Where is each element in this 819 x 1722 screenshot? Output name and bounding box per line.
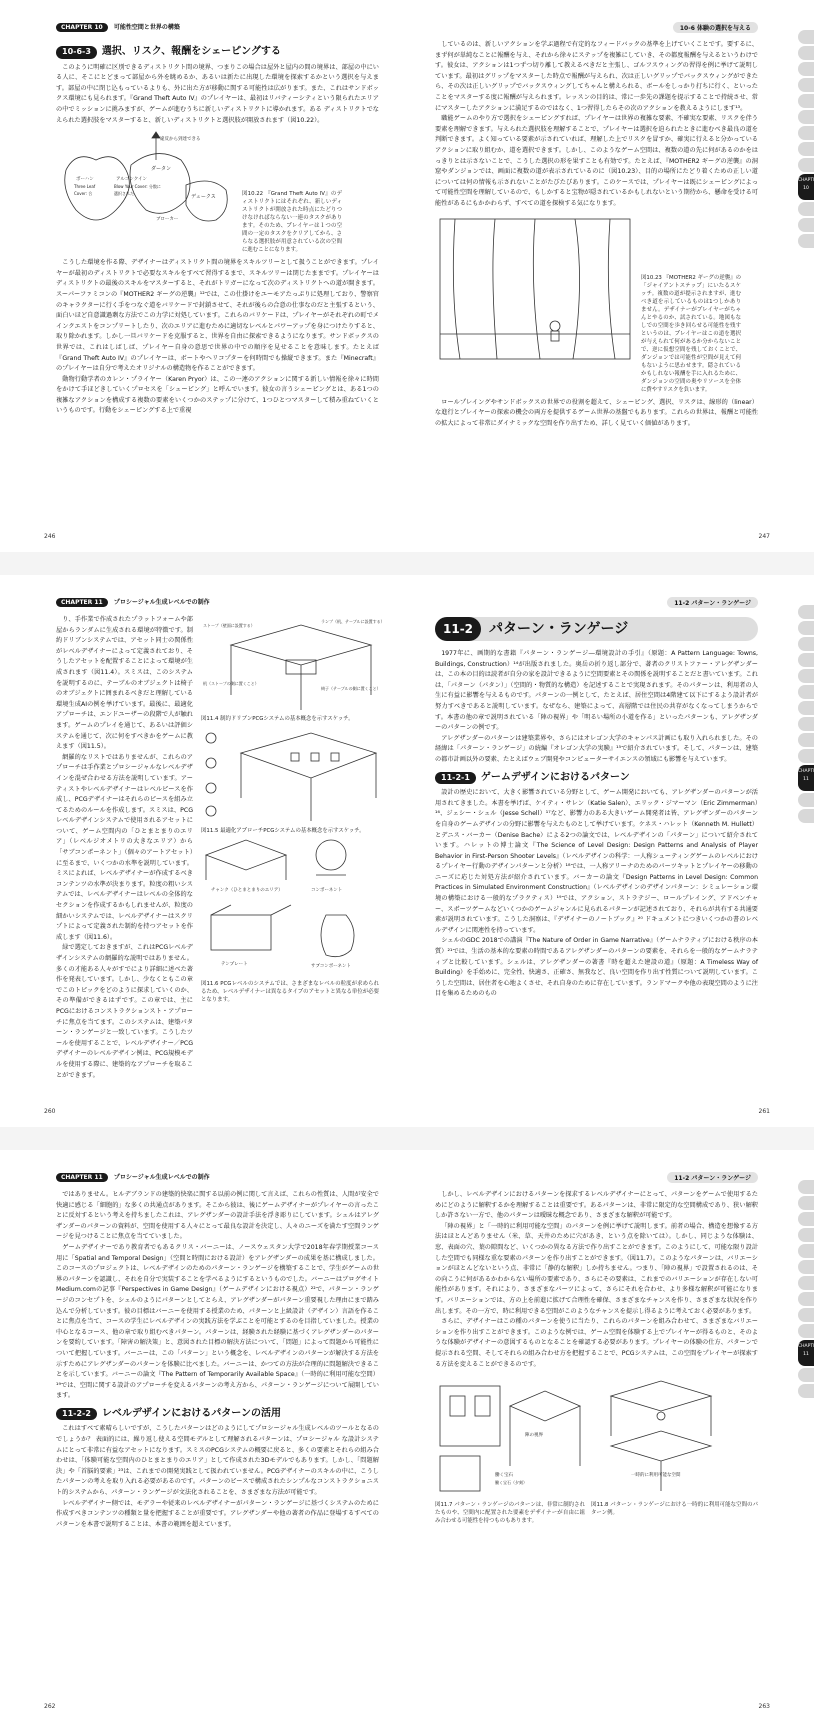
paragraph: さらに、デザイナーはこの種のパターンを使うに当たり、これらのパターンを組み合わせて、さまざまなバリエーションを作り出すことができます。このような例では、ゲーム空間を体験する上でプレイヤーが得るものと、そのような体験がデザイナーの意図するものとなることを確認する必要があります。プレイヤーの体験の仕方、パターンで提示される空間、そしてそれらの組み合わせ方を把握することで、PCGシステムは、この空間をプレイヤーが探索する方法を変えることができるのです。: [435, 1318, 758, 1368]
fig-label-desk: 机（ストープの側に置くこと）: [203, 681, 259, 686]
running-header: [56, 1172, 210, 1182]
section-tag: 10-6 体験の選択を与える: [673, 22, 758, 33]
page-body: [56, 615, 385, 1081]
spread-gap: [0, 552, 814, 575]
page-263: [407, 1150, 819, 1722]
section-tag: 11-2 パターン・ランゲージ: [667, 597, 758, 608]
figure-11-7: [435, 1376, 585, 1525]
figure-caption: 図11.6 PCGレベルのシステムでは、さまざまなレベルの粒度が求められるため、レベルデザイナーは異なるタイプのアセットと異なる単位が必要となります。: [201, 980, 379, 1003]
chapter-tab[interactable]: [798, 1212, 814, 1226]
fig-label-choice: 選択された: [114, 191, 134, 197]
chapter-tabs: [798, 605, 819, 825]
chapter-tab[interactable]: [798, 142, 814, 156]
page-247: [407, 0, 819, 552]
fig-label-bronx: ブローカー: [156, 217, 179, 223]
fig-label-jewel: 働く宝石: [495, 1473, 513, 1479]
chapter-tab[interactable]: [798, 637, 814, 651]
subsection-heading: [435, 772, 758, 785]
spread-gap: [0, 1127, 814, 1150]
running-header: [667, 1172, 758, 1183]
chapter-tab[interactable]: [798, 46, 814, 60]
section-title: 選択、リスク、報酬をシェーピングする: [101, 46, 281, 57]
paragraph: 緑で選定しておきますが、これはPCGレベルデザインシステムの網羅的な説明ではありません。多くの才能ある人々がすでにより詳細に述べた著作を発表しています。しかし、少なくともこの章でこのトピックをどのように探求していくのか、その準備ができるはずです。この章では、主にPCGにおけるコンストラクションスト・アプローチに焦点を当てます。このシステムは、建築パターン・ランゲージと一致しています。こうしたツールを使用することで、レベルデザイナー／PCGデザイナーのレベルデザイン例は、PCG規模モデルを使用する際に、建築的なアプローチを取ることができます。: [56, 944, 193, 1079]
chapter-tab[interactable]: [798, 1384, 814, 1398]
figure-10-22: [56, 130, 379, 254]
header-title: 可能性空間と世界の構築: [113, 24, 180, 31]
gta-district-map-illustration: [56, 130, 236, 240]
fig-label-chunk: チャンク（ひとまとまりのエリア）: [211, 888, 283, 894]
paragraph: 「陣の視界」と「一時的に利用可能な空間」のパターンを例に挙げて説明します。前者の場合、構造を想像する方法はほとんどありません（米、草、天井のために穴があき、という点を除いては）。しかし、同じような体験は、窓、表面の穴、葉の隙間など、いくつかの異なる方法で作り出すことができます。このようにして、可能な限り設計した空間でも同様な重な要素のパターンを作り出すことができます。（図11.7）。このようなパターンは、バリエーションがほとんどないという点、非常に「静的な解釈」しか持ちません。つまり、「陣の視界」で設置されるのは、その向こうに何があるかわからない場所の要素であり、さらにその要素は、これまでのバリエーションが存在しない可能性があります。それにより、さまざまなパーツによって、さらにそれを合わせ、より多様な解釈が可能になります。バリエーションでは、方の上を前進に拡げて合理性を確保、さまざまなチャンスを作り、さまざまな状況を作り出します。その一方で、時に利用できる空間がこのようなチャンスを提示し得るように考えておく必要があります。: [435, 1222, 758, 1315]
fig-label-stove: ストープ（壁面に設置する）: [203, 623, 255, 628]
spread-2: [0, 575, 819, 1127]
figure-caption: 図10.22 『Grand Theft Auto IV』のディストリクトにはそれぞれ、新しいディストリクトが開放された時点にたどりつけなければならない一連のタスクがあります。そのため、プレイヤーは１つの空間の一定のタスクをクリアしてから、さらなる選択肢が用意されている次の空間に進むことになります。: [242, 191, 342, 254]
section-heading: [56, 46, 379, 59]
page-body: [435, 615, 758, 1000]
temporary-space-illustration: [591, 1376, 731, 1496]
chapter-tab[interactable]: [798, 1276, 814, 1290]
fig-label-dartown: ダータン: [151, 166, 172, 173]
page-number: 247: [758, 533, 770, 540]
paragraph: 網羅的なリストではありませんが、これらのアプローチは手作業とプロシージャルなレベルデザインを混ぜ合わせる方法を説明しています。アーティストやレベルデザイナーはレベルピースを作成し、PCGデザイナーはそれらのピースを組み立てるためのルールを作成します。スミスは、PCGレベルデザインシステムで使用されるアセットについて、ゲーム空間内の「ひとまとまりのエリア」（レベルジオメトリの大きなエリア）から「サブコンポーネント」（個々のアートアセット）に至るまで、いくつかの水準を説明しています。ミスによれば、レベルデザイナーが作成するべきコンテンツの水準が決まります。粒度の粗いシステムでは、レベルデザイナーはレベルの全体的なセクションを作成するかもしれませんが、粒度の細かいシステムでは、レベルデザイナーはスクリプトによって定義された制約を持つアセットを作成します（図11.6）。: [56, 753, 193, 941]
fig-label-algonquin: アルゴンクイン: [116, 177, 148, 183]
chapter-tab[interactable]: [798, 158, 814, 172]
page-262: [0, 1150, 407, 1722]
paragraph: 設計の歴史において、大きく影響されている分野として、ゲーム開発においても、アレグザンダーのパターンが活用されてきました。本書を挙げば、ケイティ・サレン（Katie Salen）、エリック・ジマーマン（Eric Zimmerman）¹⁶、ジェシー・シェル（Jesse Schell）¹⁷など、影響力のある大きいゲーム開発者は皆、アレグザンダーのパターンを自身のゲームデザインの分野に影響を与えたものとして挙げています。ケネス・ハレット（Kenneth M. Hullett）とデニス・バーカー（Denise Bache）による2つの論文では、レベルデザインの「パターン」について紹介されています。ハレットの博士論文『The Science of Level Design: Design Patterns and Analysis of Player Behavior in First-Person Shooter Levels』（レベルデザインの科学：一人称シューティングゲームのレベルにおけるプレイヤー行動のデザインパターンと分析）¹⁸では、一人称アリーナのためのパーツキットとプレイヤーの移動のニーズに応じた対処方法が紹介されています。バーカーの論文『Design Patterns in Level Design: Common Practices in Simulated Environment Construction』（レベルデザインのデザインパターン：シミュレーション環境の構築における一般的なプラクティス）¹⁹では、アクション、ストラテジー、ロールプレイング、アドベンチャー、スポーツゲームなどいくつかのゲームジャンルに見られるパターンが記述されており、それらが共有する共通要素が説明されています。こうした洞察は、『デザイナーのノートブック』²⁰ ドキュメントにつきいくつかの書のレベルデザインに関連性を持っています。: [435, 789, 758, 934]
fig-label-duke: デュークス: [191, 194, 216, 201]
section-title: パターン・ランゲージ: [489, 620, 629, 637]
page-body: [435, 40, 758, 429]
subsection-number: 11-2-1: [435, 772, 476, 785]
chapter-tab[interactable]: [798, 1368, 814, 1382]
paragraph: こうした環境を作る際、デザイナーはディストリクト間の境界をスキルツリーとして扱うことができます。プレイヤーが最初のディストリクトで必要なスキルをすべて習得するまで、スキルツリーは閉じたままです。プレイヤーはディストリクトの最後のスキルをマスターすると、それがトリガーになって次のディストリクトへの道が開きます。スーパーファミコンの『MOTHER2 ギーグの逆襲』¹²では、この仕掛けをユーモアたっぷりに処理しており、警察官のキャラクターに行く手をつなぐ道をバリケードで封鎖させて、それが後らの合意の仕事なのだと主張するという、面白いほど自意識過剰な方法でこの力学に対処しています。これらのバリケードは、プレイヤーがそれぞれの町でメインクエストをコンプリートしたり、次のエリアに進むために適切なレベルとパワーアップを身につけたりすると、取り除かれます。しかし一旦バリケードを克服すると、世界を自由に探索できるようになります。サンドボックスの世界では、これはしばしば、プレイヤー自身の意思で世界の中での順序を見せることを意味します。たとえば『Grand Theft Auto IV』のプレイヤーは、ボートやヘリコプターを何時間でも操縦できます。また『Minecraft』のプレイヤーは自分で考えたオリジナルの構造物を作ることができます。: [56, 259, 379, 373]
fig-label-lamp: ランプ（机、テーブルに設置する）: [321, 619, 385, 624]
paragraph: レベルデザイナー側では、モデラーや従来のレベルデザイナーがパターン・ランゲージに基づくシステムのために作成すべきコンテンツの種類と量を把握することが重要です。アレグザンダーや他の著者の作品に登場するすべてのパターンを本書で説明することは、本書の範囲を超えています。: [56, 1499, 379, 1528]
page-number: 246: [44, 533, 56, 540]
paragraph: このように明確に区別できるディストリクト間の境界、つまりこの場合は屋外と屋内の間の境界は、部屋の中にいる人に、そこにとどまって部屋から外を眺めるか、あるいは新たに出現した環境を探索するかという選択を与えます。部屋の中に閉じ込もっているよりも、外に出た方が移動に関する可能性は広がります。また、これはサンドボックス環境にも見られます。『Grand Theft Auto IV』のプレイヤーは、最初はリバティーシティという限られたエリアの中でミッションに挑みますが、ゲームが進むうちに新しいディストリクトに導かれます。ある ディストリクトでなえられた選択肢をマスターすると、新しいディストリクトと選択肢が開放されます（図10.22）。: [56, 63, 379, 124]
figure-row: [435, 1376, 758, 1525]
chapter-section-heading: [435, 617, 758, 641]
figure-11-8: [591, 1376, 758, 1525]
section-number: 10-6-3: [56, 46, 97, 59]
chapter-tab[interactable]: [798, 1244, 814, 1258]
header-title: プロシージャル生成レベルでの制作: [113, 1174, 210, 1181]
chapter-tabs: [798, 30, 819, 250]
paragraph: これはすべて素晴らしいですが、こうしたパターンはどのようにしてプロシージャル生成レベルのツールとなるのでしょうか？ 表面的には、繰り返し使える空間モデルとして理解されるパターンは、プロシージャル な設計システムにとって非常に有益なアセットになります。スミスのPCGシステムの概要に戻ると、多くの要素とそれらの組み合わせは、「体験可能な空間内のひとまとまりのエリア」として作成された3Dモデルでもあります。しかし、「問題解決」や「首脳的要素」²³は、これまでの開発実践として扱われていません。PCGデザイナーのスキルの中に、こうしたパターンの考えを取り入れる必要があるのです。パターンのピースで構成されたシンプルなコンストラクショニスト的システムから、パターン・ランゲージが文法化されることを、さまざまな方法が可能です。: [56, 1425, 379, 1497]
page-body: [435, 1190, 758, 1525]
spread-3: [0, 1150, 819, 1722]
optimization-approach-illustration: [201, 723, 379, 823]
chapter-tab[interactable]: [798, 669, 814, 683]
fig-label-chair: 椅子（テーブルの側に置くこと）: [321, 686, 381, 691]
fig-label-three-leaf: Three Leaf: [74, 184, 96, 190]
fig-label-blow-your: Blow Your Cover: 分散に: [114, 184, 161, 190]
subsection-title: レベルデザインにおけるパターンの活用: [101, 1407, 282, 1419]
fig-label-subcomponent: サブコンポーネント: [311, 964, 352, 970]
chapter-tab[interactable]: [798, 793, 814, 807]
page-number: 263: [758, 1703, 770, 1710]
chapter-tabs: [798, 1180, 819, 1400]
paragraph: り、手作業で作成されたプラットフォームや部屋からランダムに生成される環境が特徴です。制約ドリブンシステムでは、アセット同士の関係性がレベルデザイナーによって定義されており、そうしたアセットを配置することによって環境が生成されます（図11.4）。スミスは、このシステムを説明するのに、テーブルのオブジェクトは椅子のオブジェクトに囲まれるべきだと理解している環境生成AIの例を挙げています。最後に、最適化アプローチは、エンドユーザーの段階で人が触れます。ゲームのプレイを通じて、あるいは評価システムを通じて、次に何をすべきかをゲームに教えます（図11.5）。: [56, 616, 193, 751]
fig-label-jewel-evening: 働く宝石（夕刻）: [495, 1480, 527, 1486]
chapter-tab[interactable]: [798, 218, 814, 232]
chapter-tab[interactable]: [798, 202, 814, 216]
fig-label-cover: Cover: 合: [74, 191, 93, 197]
running-header: [673, 22, 758, 33]
chapter-tab[interactable]: [798, 110, 814, 124]
fig-label-bohan: ボーハン: [76, 177, 94, 183]
subsection-heading: [56, 1408, 379, 1421]
paragraph: 動物行動学者のカレン・プライヤー（Karen Pryor）は、この一連のアクションに関する新しい情報を徐々に時間をかけて手ほどきしていくプロセスを「シェーピング」と呼んでいます。彼女の言うシェーピングとは、ある1つの複雑なアクションを構成する複数の要素をいくつかのステップに分けて、1つひとつマスターして積み重ねていくというものです。行動をシェーピングする上で重視: [56, 375, 379, 415]
chapter-tab[interactable]: [798, 621, 814, 635]
section-tag: 11-2 パターン・ランゲージ: [667, 1172, 758, 1183]
chapter-tab[interactable]: [798, 605, 814, 619]
chapter-tab[interactable]: [798, 653, 814, 667]
figure-caption: 図11.5 最適化アプローチPCGシステムの基本概念を示すスケッチ。: [201, 828, 365, 835]
spread-1: [0, 0, 819, 552]
pattern-room-illustration: [435, 1376, 585, 1496]
page-261: [407, 575, 819, 1127]
fig-label-view: 陣の視界: [525, 1433, 543, 1439]
chapter-tab[interactable]: [798, 749, 814, 763]
chapter-tab[interactable]: [798, 685, 814, 699]
chapter-tag: CHAPTER 11: [56, 1173, 108, 1182]
paragraph: しているのは、新しいアクションを学ぶ過程で有定的なフィードバックの基準を上げていくことです。要するに、まず何が単純なことに報酬を与え、それから徐々にステップを複雑にしていき、その都度報酬を与えるというわけです。彼女は、アクションは1つずつ切り離して教えるべきだと主張し、ゴルフスウィングの習得を例に挙げて説明しています。最初はグリップをマスターした時点で報酬が与えられ、次は正しいグリップでバックスウィングができたら、その次は正しいグリップでバックスウィングしてちゃんと構えられる、ボールをしっかり打ちに行く、といったことをマスターする度に報酬が与えられます。レッスンの目的は、常に一歩先の課題を提示することで持続させ、常にマスターしたアクションに満足するのではなく、1つ習得したらその次のアクションを教えるようにします¹³。: [435, 41, 758, 112]
chapter-tab[interactable]: [798, 1260, 814, 1274]
chapter-tab[interactable]: [798, 94, 814, 108]
paragraph: アレグザンダーのパターンは建築業界や、さらにはオレゴン大学のキャンパス計画にも取り入れられました。その経緯は「パターン・ランゲージ」の続編『オレゴン大学の実験』¹⁵で紹介されています。そして、パターンは、建築の都市計画以外の要素、たとえばウェブ開発やコンピューターサイエンスの領域にも影響を与えています。: [435, 734, 758, 763]
chapter-tab[interactable]: [798, 234, 814, 248]
section-number: 11-2: [435, 617, 481, 641]
mother2-dungeon-illustration: [435, 214, 635, 364]
fig-label-template: テンプレート: [221, 962, 248, 968]
chapter-tab[interactable]: [798, 1196, 814, 1210]
chapter-tab-active[interactable]: CHAPTER 11: [798, 1340, 814, 1366]
paragraph: ロールプレイングやサンドボックスの世界での役割を超えて、シェーピング、選択、リスクは、線形的（linear）な進行とプレイヤーの探索の機会の両方を提供するゲーム世界の基盤でもあります。これらの世界は、報酬と可能性の拡大によって非常にダイナミックな空間を作り出すため、詳しく見ていく価値があります。: [435, 398, 758, 427]
chapter-tab[interactable]: [798, 1180, 814, 1194]
chapter-tab[interactable]: [798, 733, 814, 747]
chapter-tab[interactable]: [798, 78, 814, 92]
fig-label-temp-space: 一時的に利用可能な空間: [631, 1473, 681, 1479]
chapter-tag: CHAPTER 11: [56, 598, 108, 607]
figure-caption: 図10.23 『MOTHER2 ギーグの逆襲』の「ジャイアントステップ」にいたるスケッチ。複数の道が提示されますが、進むべき道を示しているものは1つしかありません。デザイナーがプレイヤーがちゃんとやるのか、試されている。地図もなしでの空間を歩き回らせる可能性を残すというのは、プレイヤーはこの道を選択が与えられて何があるか分からないことで、逆に仮想空間を残しておくことで、ダンジョンでは可能性が空間が見えて何もないように思わせます。隠されているかもしれない報酬を手に入れるために、ダンジョンの空間の奥やリソースを全体に費やすリスクを負います。: [641, 274, 741, 393]
fig-label-top: 違反から到達できる: [160, 137, 201, 143]
text-column: [56, 615, 193, 1081]
chapter-tab[interactable]: [798, 701, 814, 715]
page-number: 260: [44, 1108, 56, 1115]
chapter-tab[interactable]: [798, 717, 814, 731]
figure-column: [201, 615, 385, 1081]
page-number: 261: [758, 1108, 770, 1115]
paragraph: 1977年に、画期的な書籍『パターン・ランゲージ―環境設計の手引』（原題：A Pattern Language: Towns, Buildings, Construction）¹⁴が出版されました。奥岳の折り返し部分で、著者のクリストファー・アレグザンダーは、この本の目的は読者が自分の家を設計できるように空間要素とその関係を説明することだと書いています。これは、「パターン（パタン）」（空間的・物質的な構造）を記述することで実現されます。そのパターンは、利用者の人生に有益に影響を与えるものです。パターンの一例として、たとえば、居住空間は4階建て以下にするよう設計者が努力すべきであると説明しています。なぜなら、建築によって、高層階では住民の共存がなくなってしまうからです。本書の他の章で説明されている「陣の視界」や「明るい場所の小道を作る」といったパターンも、アレグザンダーのパターンの例です。: [435, 650, 758, 732]
subsection-title: ゲームデザインにおけるパターン: [480, 771, 630, 783]
running-header: [56, 22, 180, 32]
constraint-driven-room-illustration: [201, 615, 385, 710]
chapter-tag: CHAPTER 10: [56, 23, 108, 32]
page-260: [0, 575, 407, 1127]
figure-10-23: [435, 214, 758, 394]
chapter-tab[interactable]: [798, 1308, 814, 1322]
chapter-tab-active[interactable]: CHAPTER 10: [798, 174, 814, 200]
page-body: [56, 1190, 379, 1530]
paragraph: ではありません。ヒルデブランドの建築的快楽に関する以前の例に関して言えば、これらの性質は、人間が安全で快適に感じる「細胞的」な多くの共通点があります。そこから彼は、後にゲームデザイナーがプレイヤーの言ったことに反対するという考えを持ちましたこれは、アレグザンダーの設計手法を浮き彫りにしています。シェルはアレグザンダーのパターンの資料が、空間を使用する人々にとって最良な設計を決定し、人々のニーズを満たす空間ランゲージを見つけることに焦点を当てていました。: [56, 1191, 379, 1241]
chapter-tab[interactable]: [798, 1324, 814, 1338]
running-header: [667, 597, 758, 608]
chapter-tab[interactable]: [798, 809, 814, 823]
page-246: [0, 0, 407, 552]
figure-caption: 図11.7 パターン・ランゲージのパターンは、非常に制約されたものや、空間内に配置された要素をデザイナーが自由に組み合わせる可能性を持つものもあります。: [435, 1501, 585, 1524]
subsection-number: 11-2-2: [56, 1408, 97, 1421]
paragraph: 職能ゲームのやり方で選択をシェーピングすれば、プレイヤーは世界の複雑な要素、不確実な要素、リスクを伴う要素を理解できます。与えられた選択肢を理解することで、プレイヤーは選択を迫られたときに進むべき最良の道を判断できます。よく知っている要素が示されていれば、理解した上でリスクを冒すか、確実に行えると分かっているアクションに取り組むか、道を選択できます。しかし、このようなゲーム空間は、複数の道の先に何があるのかをはっきりとは示さないことで、こうした選択の形を果すことも有効です。たとえば、『MOTHER2 ギーグの逆襲』の洞窟やダンジョンでは、画面に複数の道が表示されているのに（図10.23）、目的の場所にたどり着くための正しい道については何の情報も示されないことがたびたびあります。このケースでは、プレイヤーは既にシェーピングによって可能性空間を理解しているので、もしかすると宝物が隠されているかもしれないという期待から、懸命を受ける可能性があるにもかかわらず、すべての道を探検する気になります。: [435, 115, 758, 207]
paragraph: しかし、レベルデザインにおけるパターンを探求するレベルデザイナーにとって、パターンをゲームで使用するためにどのように解釈するかを理解することは重要です。あるパターンは、非常に限定的な空間構成であり、狭い解釈しか許さない一方で、他のパターンは曖昧な概念であり、さまざまな解釈が可能です。: [435, 1191, 758, 1220]
page-number: 262: [44, 1703, 56, 1710]
figure-caption: 図11.8 パターン・ランゲージにおける一時的に利用可能な空間のパターン例。: [591, 1501, 758, 1516]
chapter-tab[interactable]: [798, 126, 814, 140]
chapter-tab[interactable]: [798, 30, 814, 44]
chapter-tab[interactable]: [798, 1228, 814, 1242]
header-title: プロシージャル生成レベルでの制作: [113, 599, 210, 606]
granularity-assets-illustration: [201, 835, 379, 975]
running-header: [56, 597, 210, 607]
paragraph: シェルのGDC 2018での講演『The Nature of Order in Game Narrative』（ゲームナラティブにおける秩序の本質）²¹では、生活の基本的な要素の時間であるアレグザンダーのパターンの要素を、それらを一般的なゲームナラティブと比較しています。シェルは、アレグザンダーの著書『時を超えた建設の道』（原題：A Timeless Way of Building）を手始めに、完全性、快適さ、正確さ、無我など、良い空間を作り出す性質について説明しています。こうした空間は、居住者を心地よくさせ、それ自身のために存在しています。ランドマークや他の表現空間のように注目を集めるためのもの: [435, 937, 758, 998]
chapter-tab-active[interactable]: CHAPTER 11: [798, 765, 814, 791]
paragraph: ゲームデザイナーであり教育者でもあるクリス・バーニーは、ノースウェスタン大学で2018年春学期授業コース用に「Spatial and Temporal Design」（空間と時間における設計）をアレグザンダーの成果を基に構成しました。このコースのプロジェクトは、レベルデザインのためのパターン・ランゲージを構築することで、学生がゲームの世界のパターンを認識し、それを自分で実装することを学べるようにするというものでした。バーニーはブログサイトMedium.comの記事『Perspectives in Game Design』（ゲームデザインにおける視点）²²で、パターン・ランゲージのコンセプトを、シェルのようにパターンとしてとらえ、アレグザンダーがパターン重要視した理由にまで踏み込んで分析しています。彼の目標はバーニーを使用する授業のため、パターンと上級設計（デザイン）言語を作ることに焦点を当て、コースの学生にレベルデザインの実践方法を学ぶことを可能とするのを目指していました。授業の中心となるコース、他の章で取り組むべきパターン。パターンは、経験された経験に基づくアレグザンダーのパターンを要約しています。「障害の解決策」と、意図された目標の解決方法について、「問題」によって問題から可能性について把握しています。バーニーは、この「パターン」という概念を、レベルデザインのパターンが解決する方法を示すためにアレグザンダーのパターンを体験に比べました。バーニーは、かつての方法が合理的に問題解決できることを示しています。バーニーの論文『The Pattern of Temporarily Available Space』（一時的に利用可能な空間）¹⁹では、空間に関する設計のアプローチを変えるパターンの考え方から、パターン・ランゲージについて展開しています。: [56, 1243, 379, 1400]
chapter-tab[interactable]: [798, 1292, 814, 1306]
page-body: [56, 40, 379, 417]
figure-caption: 図11.4 制約ドリブンPCGシステムの基本概念を示すスケッチ。: [201, 715, 354, 722]
fig-label-component: コンポーネント: [311, 888, 343, 894]
chapter-tab[interactable]: [798, 62, 814, 76]
